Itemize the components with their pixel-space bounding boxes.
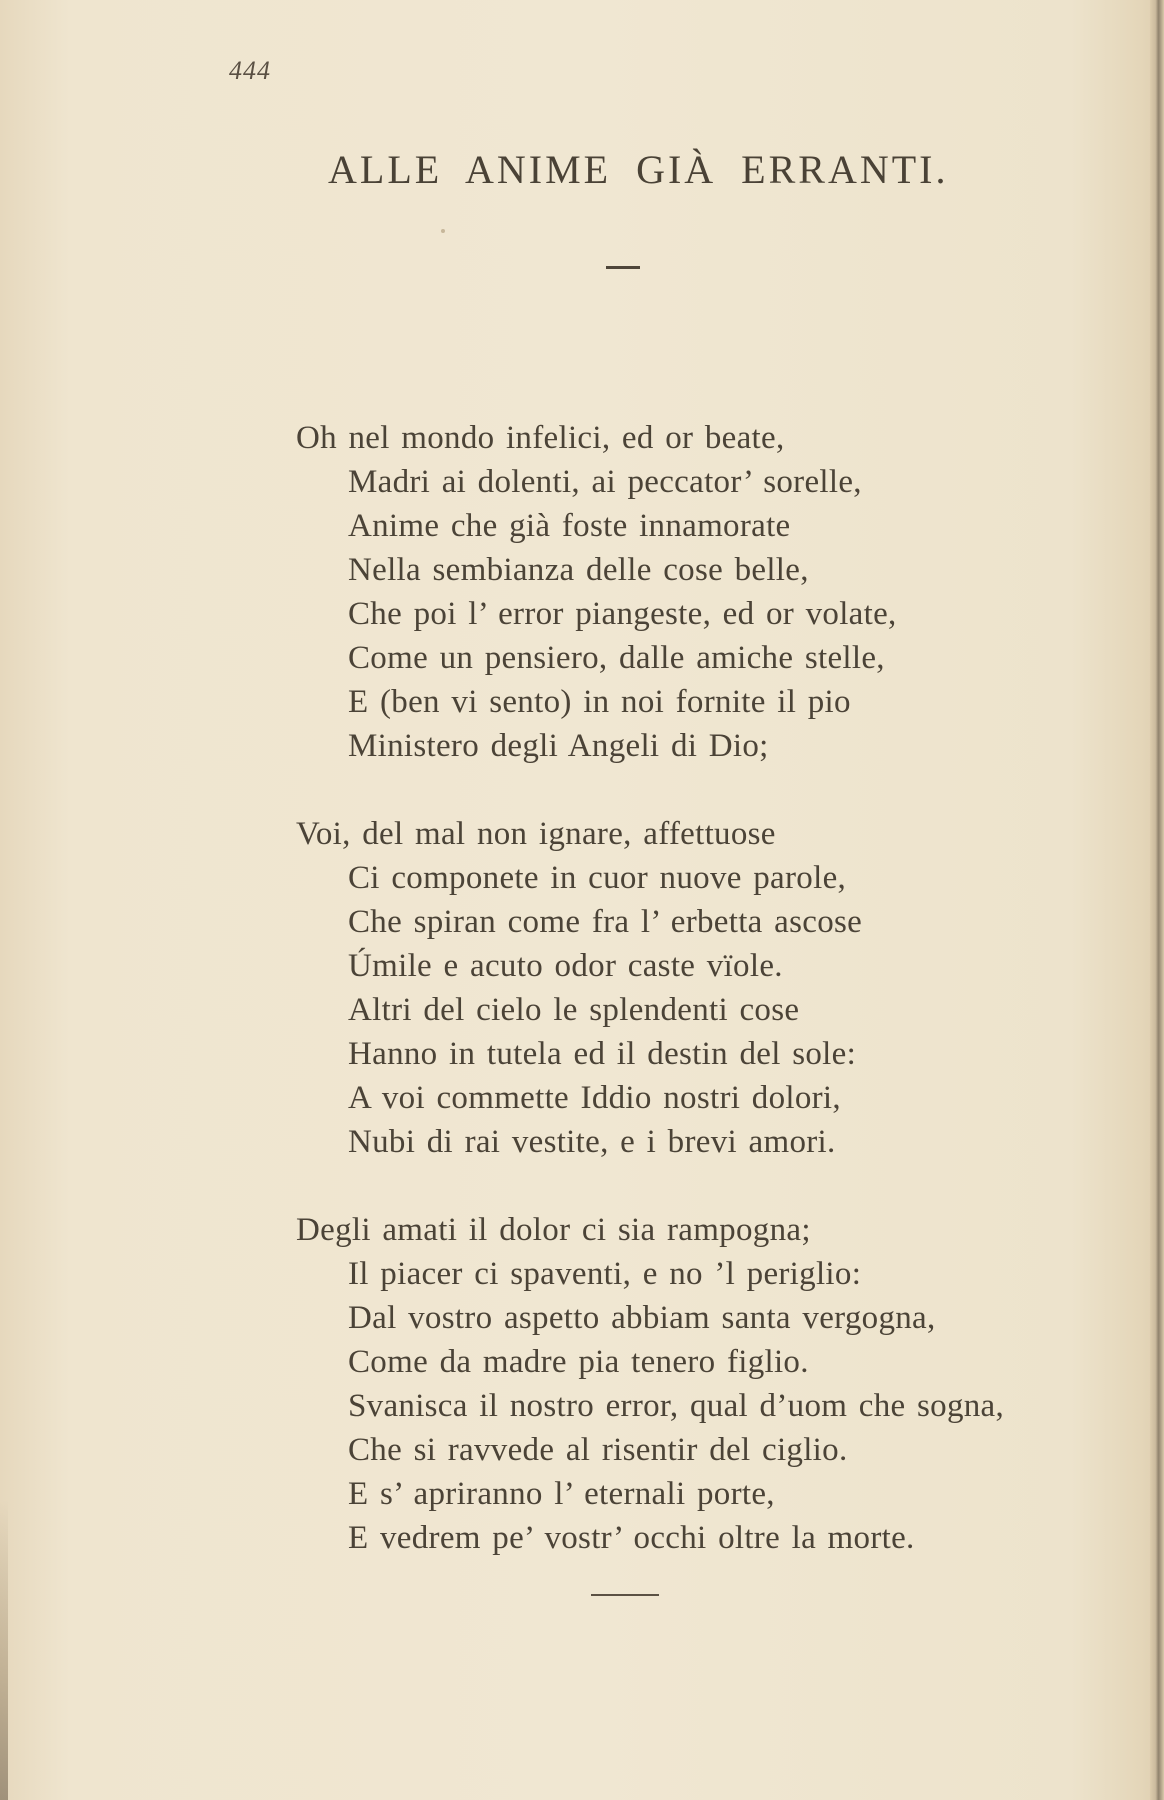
- poem-line: A voi commette Iddio nostri dolori,: [348, 1080, 841, 1116]
- poem-line: Nella sembianza delle cose belle,: [348, 552, 809, 588]
- page-edge-right: [1150, 0, 1164, 1800]
- paper-speck: [441, 229, 445, 233]
- end-rule: [591, 1594, 659, 1596]
- poem-line: Che si ravvede al risentir del ciglio.: [348, 1432, 848, 1468]
- poem-line: Come un pensiero, dalle amiche stelle,: [348, 640, 885, 676]
- poem-line: Nubi di rai vestite, e i brevi amori.: [348, 1124, 836, 1160]
- title-divider: [606, 266, 640, 269]
- poem-line: Anime che già foste innamorate: [348, 508, 791, 544]
- poem-line: Ci componete in cuor nuove parole,: [348, 860, 847, 896]
- poem-line: Il piacer ci spaventi, e no ’l periglio:: [348, 1256, 862, 1292]
- poem-line: Che spiran come fra l’ erbetta ascose: [348, 904, 863, 940]
- poem-line: Voi, del mal non ignare, affettuose: [296, 816, 776, 852]
- poem-line: Madri ai dolenti, ai peccator’ sorelle,: [348, 464, 862, 500]
- poem-line: E s’ apriranno l’ eternali porte,: [348, 1476, 775, 1512]
- poem-line: Hanno in tutela ed il destin del sole:: [348, 1036, 857, 1072]
- poem-line: Ministero degli Angeli di Dio;: [348, 728, 769, 764]
- poem-line: E (ben vi sento) in noi fornite il pio: [348, 684, 851, 720]
- poem-line: Svanisca il nostro error, qual d’uom che sogna,: [348, 1388, 1005, 1424]
- poem-line: Degli amati il dolor ci sia rampogna;: [296, 1212, 811, 1248]
- page-edge-left: [0, 1500, 8, 1800]
- poem-line: E vedrem pe’ vostr’ occhi oltre la morte.: [348, 1520, 915, 1556]
- poem-line: Úmile e acuto odor caste vïole.: [348, 948, 783, 984]
- poem-line: Oh nel mondo infelici, ed or beate,: [296, 420, 785, 456]
- poem-line: Che poi l’ error piangeste, ed or volate,: [348, 596, 897, 632]
- poem-line: Come da madre pia tenero figlio.: [348, 1344, 809, 1380]
- poem-title: ALLE ANIME GIÀ ERRANTI.: [328, 147, 949, 192]
- page-number: 444: [229, 56, 271, 85]
- poem-line: Dal vostro aspetto abbiam santa vergogna,: [348, 1300, 936, 1336]
- poem-line: Altri del cielo le splendenti cose: [348, 992, 800, 1028]
